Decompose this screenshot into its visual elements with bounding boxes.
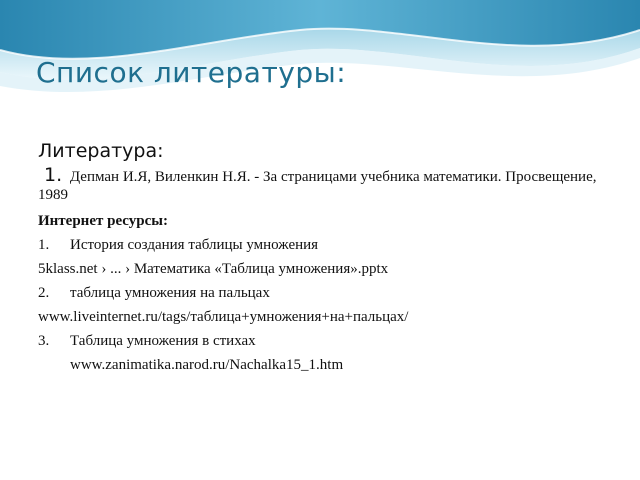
resource-number: 3. <box>38 333 50 349</box>
resource-title <box>38 332 628 350</box>
book-reference <box>38 166 628 204</box>
slide-content <box>38 138 628 380</box>
resource-title-text: История создания таблицы умножения <box>70 237 319 253</box>
book-text: Депман И.Я, Виленкин Н.Я. - За страницами учебника математики. Просвещение, 1989 <box>38 169 597 203</box>
slide-title: Список литературы: <box>36 56 347 89</box>
resource-title-text: таблица умножения на пальцах <box>70 285 270 301</box>
resource-title <box>38 284 628 302</box>
book-number: 1. <box>44 164 63 186</box>
resource-number: 1. <box>38 237 50 253</box>
resource-link[interactable]: www.zanimatika.narod.ru/Nachalka15_1.htm <box>70 357 344 373</box>
resource-title-text: Таблица умножения в стихах <box>70 333 256 349</box>
resource-number: 2. <box>38 285 50 301</box>
decorative-wave-header <box>0 0 640 110</box>
resource-title <box>38 236 628 254</box>
internet-resources-heading: Интернет ресурсы: <box>38 213 168 229</box>
resource-link[interactable]: 5klass.net › ... › Математика «Таблица умножения».pptx <box>38 261 389 277</box>
resource-link[interactable]: www.liveinternet.ru/tags/таблица+умножения+на+пальцах/ <box>38 309 409 325</box>
literature-heading: Литература: <box>38 140 164 162</box>
